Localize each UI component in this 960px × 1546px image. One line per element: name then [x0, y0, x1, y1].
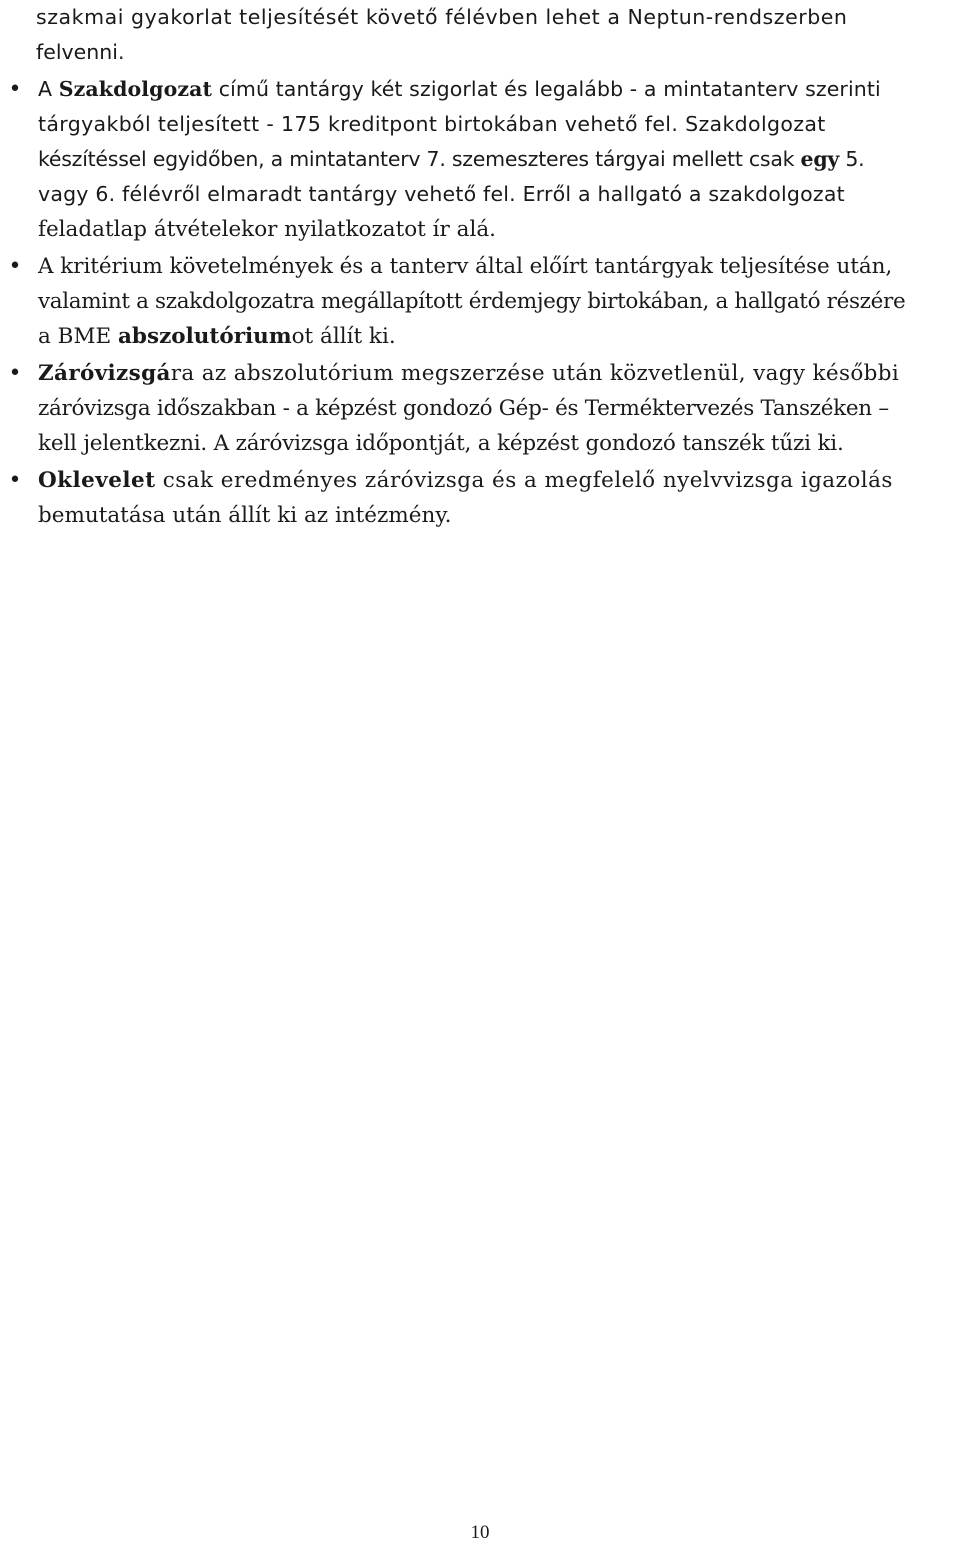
list-item-abszolutorium — [8, 249, 958, 354]
text-line — [38, 142, 958, 177]
text-line — [38, 319, 958, 354]
text-fragment: című tantárgy két szigorlat és legalább - a mintatanterv szerinti — [212, 77, 881, 101]
text-line — [38, 463, 958, 498]
text-fragment: ot állít ki. — [291, 324, 396, 349]
text-line — [38, 356, 958, 391]
text-line: bemutatása után állít ki az intézmény. — [38, 503, 452, 528]
text-fragment: a BME — [38, 324, 118, 349]
text-fragment: csak eredményes záróvizsga és a megfelelő nyelvvizsga igazolás — [155, 468, 893, 493]
text-line: szakmai gyakorlat teljesítését követő félévben lehet a Neptun-rendszerben — [36, 5, 848, 29]
bold-term-egy: egy — [800, 147, 840, 171]
bold-term-oklevel: Oklevelet — [38, 468, 156, 493]
text-line: A kritérium követelmények és a tanterv által előírt tantárgyak teljesítése után, — [38, 254, 893, 279]
bold-term-abszolutorium: abszolutórium — [118, 324, 292, 349]
bullet-icon: • — [8, 77, 22, 102]
text-line — [38, 72, 958, 107]
paragraph-continuation — [36, 0, 958, 70]
bullet-icon: • — [8, 254, 22, 279]
text-line: záróvizsga időszakban - a képzést gondozó Gép- és Terméktervezés Tanszéken – — [38, 396, 889, 421]
list-item-szakdolgozat — [8, 72, 958, 247]
text-fragment: készítéssel egyidőben, a mintatanterv 7. szemeszteres tárgyai mellett csak — [38, 147, 801, 171]
text-line: felvenni. — [36, 40, 125, 64]
bullet-icon: • — [8, 468, 22, 493]
document-body — [8, 0, 958, 533]
text-line: feladatlap átvételekor nyilatkozatot ír alá. — [38, 217, 496, 242]
page-number: 10 — [470, 1522, 490, 1543]
text-line: valamint a szakdolgozatra megállapított érdemjegy birtokában, a hallgató részére — [38, 289, 906, 314]
text-fragment: A — [38, 77, 59, 101]
text-line: kell jelentkezni. A záróvizsga időpontját, a képzést gondozó tanszék tűzi ki. — [38, 431, 844, 456]
bullet-icon: • — [8, 361, 22, 386]
text-fragment: ra az abszolutórium megszerzése után közvetlenül, vagy későbbi — [170, 361, 900, 386]
text-line: vagy 6. félévről elmaradt tantárgy vehető fel. Erről a hallgató a szakdolgozat — [38, 182, 845, 206]
bold-term-szakdolgozat: Szakdolgozat — [58, 77, 213, 101]
list-item-oklevel — [8, 463, 958, 533]
bold-term-zarovizsga: Záróvizsgá — [38, 361, 171, 386]
text-fragment: 5. — [839, 147, 865, 171]
text-line: tárgyakból teljesített - 175 kreditpont birtokában vehető fel. Szakdolgozat — [38, 112, 826, 136]
list-item-zarovizsga — [8, 356, 958, 461]
